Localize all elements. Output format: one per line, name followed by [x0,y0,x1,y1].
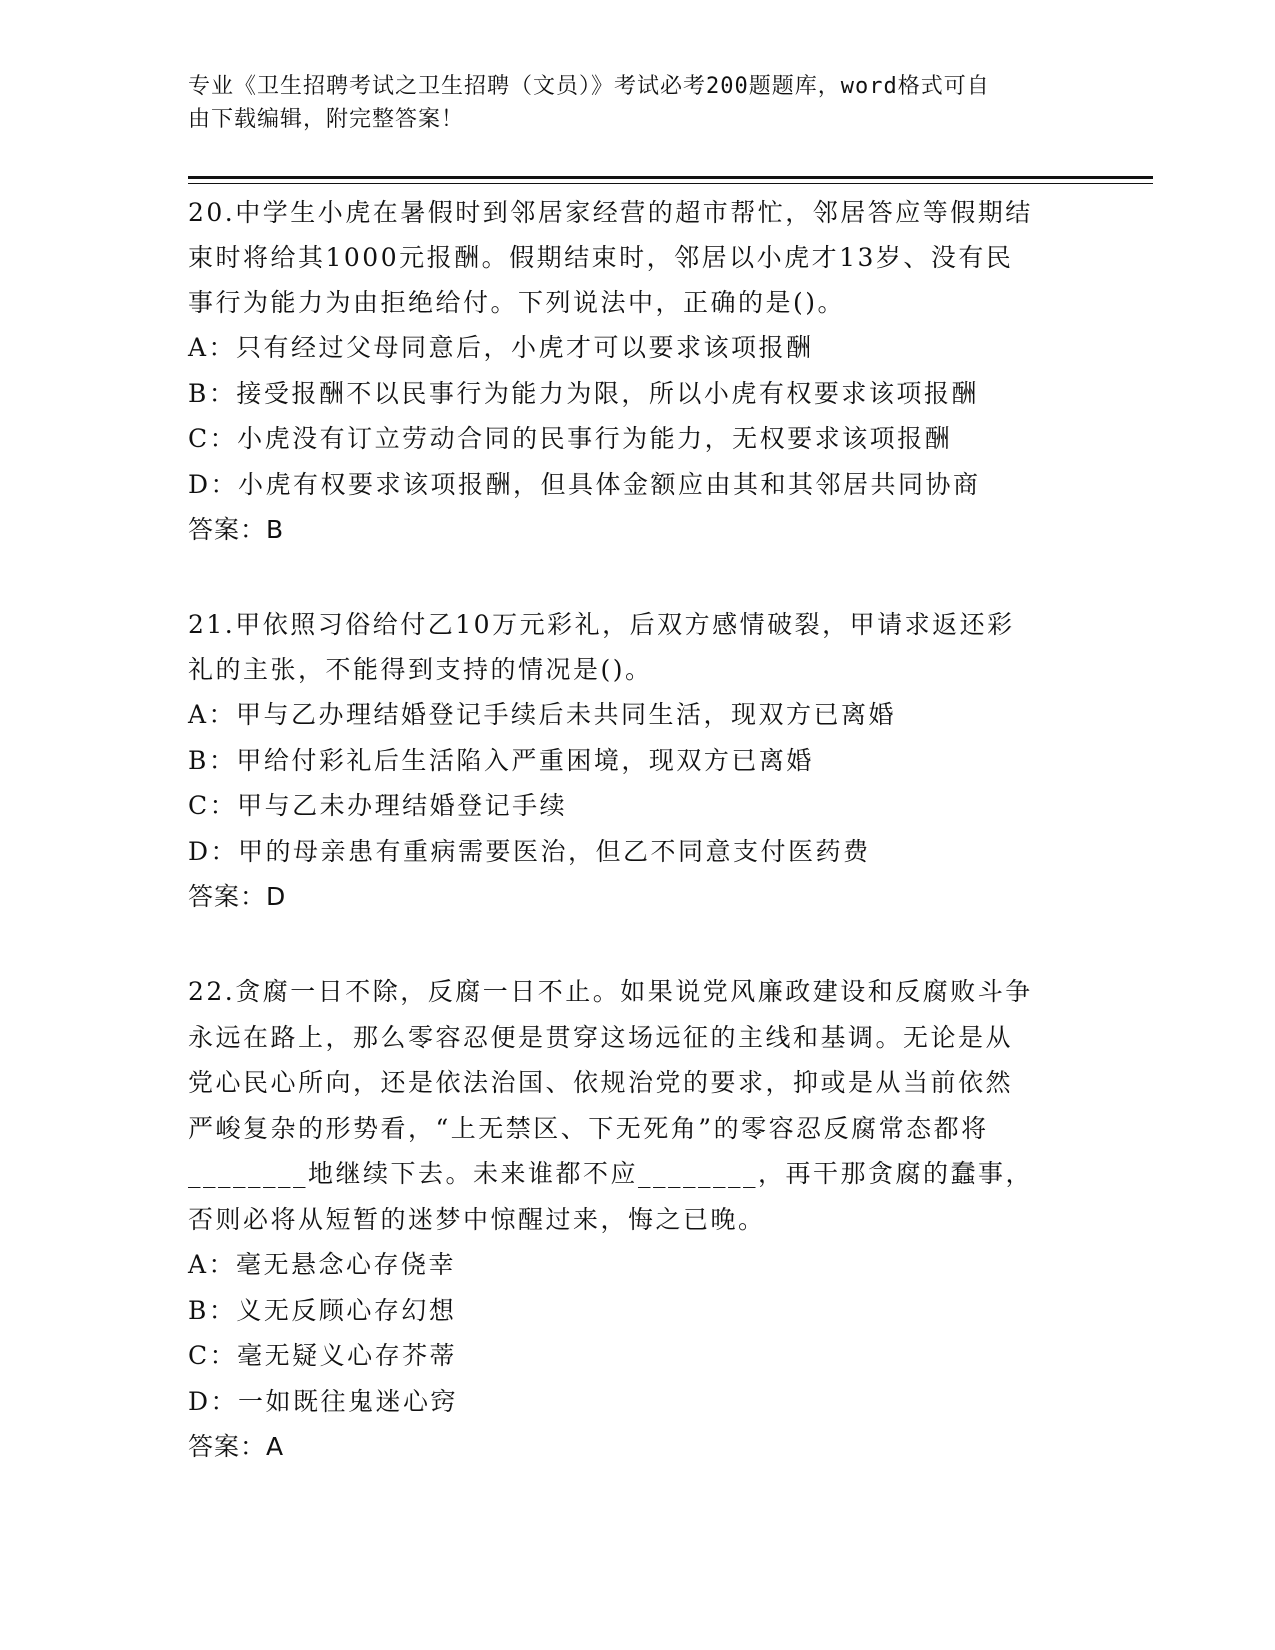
question-stem-line: 否则必将从短暂的迷梦中惊醒过来，悔之已晚。 [188,1204,766,1234]
option-b: B：义无反顾心存幻想 [188,1295,457,1325]
question-21 [188,602,1088,919]
header-line-1: 专业《卫生招聘考试之卫生招聘（文员）》考试必考200题题库，word格式可自 [188,74,990,99]
option-a: A：甲与乙办理结婚登记手续后未共同生活，现双方已离婚 [188,700,897,729]
question-stem-line: 严峻复杂的形势看，“上无禁区、下无死角”的零容忍反腐常态都将 [188,1113,989,1143]
option-a: A：毫无悬念心存侥幸 [188,1250,457,1279]
option-d: D：甲的母亲患有重病需要医治，但乙不同意支付医药费 [188,836,871,866]
question-list [188,190,1088,1519]
question-stem-line: 事行为能力为由拒绝给付。下列说法中，正确的是()。 [188,288,846,317]
question-stem-line: 礼的主张，不能得到支持的情况是()。 [188,655,653,684]
question-22 [188,969,1088,1469]
question-stem-line: ________地继续下去。未来谁都不应________，再干那贪腐的蠢事， [188,1159,1034,1188]
option-b: B：接受报酬不以民事行为能力为限，所以小虎有权要求该项报酬 [188,378,979,408]
question-stem-line: 束时将给其1000元报酬。假期结束时，邻居以小虎才13岁、没有民 [188,243,1014,272]
option-b: B：甲给付彩礼后生活陷入严重困境，现双方已离婚 [188,745,814,775]
question-stem-line: 20.中学生小虎在暑假时到邻居家经营的超市帮忙，邻居答应等假期结 [188,198,1033,227]
question-stem-line: 22.贪腐一日不除，反腐一日不止。如果说党风廉政建设和反腐败斗争 [188,977,1033,1006]
option-d: D：小虎有权要求该项报酬，但具体金额应由其和其邻居共同协商 [188,469,981,499]
question-20 [188,190,1088,552]
answer-line: 答案：D [188,882,287,911]
answer-line: 答案：B [188,515,285,544]
header-divider-thick [188,176,1153,179]
option-c: C：小虎没有订立劳动合同的民事行为能力，无权要求该项报酬 [188,424,953,453]
question-stem-line: 党心民心所向，还是依法治国、依规治党的要求，抑或是从当前依然 [188,1068,1014,1097]
question-stem-line: 永远在路上，那么零容忍便是贯穿这场远征的主线和基调。无论是从 [188,1022,1014,1052]
header-divider-thin [188,183,1153,184]
option-a: A：只有经过父母同意后，小虎才可以要求该项报酬 [188,333,814,362]
option-c: C：毫无疑义心存芥蒂 [188,1341,458,1370]
option-c: C：甲与乙未办理结婚登记手续 [188,791,568,820]
document-header [188,70,1088,136]
option-d: D：一如既往鬼迷心窍 [188,1386,459,1416]
header-line-2: 由下载编辑，附完整答案！ [188,107,465,132]
question-stem-line: 21.甲依照习俗给付乙10万元彩礼，后双方感情破裂，甲请求返还彩 [188,610,1015,639]
answer-line: 答案：A [188,1432,285,1461]
